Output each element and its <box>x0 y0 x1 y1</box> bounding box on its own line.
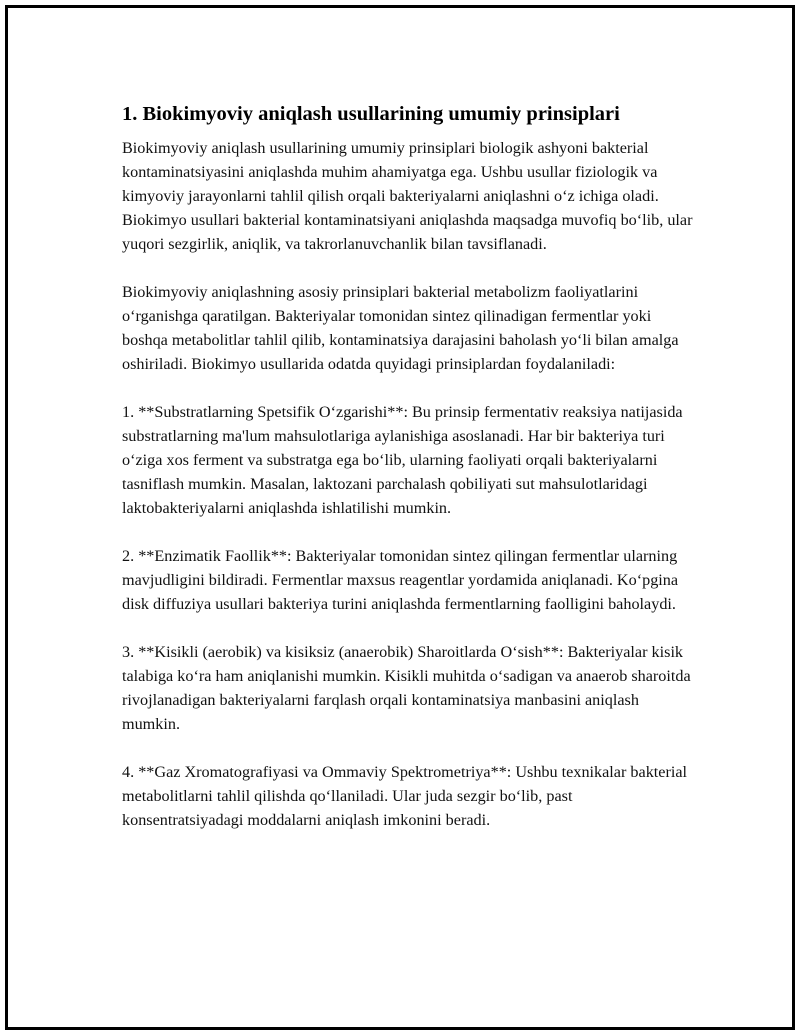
paragraph-item-3: 3. **Kisikli (aerobik) va kisiksiz (anaerobik) Sharoitlarda O‘sish**: Bakteriyalar kisik talabiga ko‘ra ham aniqlanishi mumkin. Kisikli muhitda o‘sadigan va anaerob sharoitda rivojlanadigan bakteriyalarni farqlash orqali kontaminatsiya manbasini aniqlash mumkin. <box>122 643 691 733</box>
paragraph-item-4: 4. **Gaz Xromatografiyasi va Ommaviy Spektrometriya**: Ushbu texnikalar bakterial metabolitlarni tahlil qilishda qo‘llaniladi. Ular juda sezgir bo‘lib, past konsentratsiyadagi moddalarni aniqlash imkonini beradi. <box>122 763 688 829</box>
document-body <box>122 101 694 856</box>
paragraph-item-2: 2. **Enzimatik Faollik**: Bakteriyalar tomonidan sintez qilingan fermentlar ularning mavjudligini bildiradi. Fermentlar maxsus reagentlar yordamida aniqlanadi. Ko‘pgina disk diffuziya usullari bakteriya turini aniqlashda fermentlarning faolligini baholaydi. <box>122 547 679 613</box>
page-border <box>5 5 795 1030</box>
paragraph-principles: Biokimyoviy aniqlashning asosiy prinsiplari bakterial metabolizm faoliyatlarini o‘rganishga qaratilgan. Bakteriyalar tomonidan sintez qilinadigan fermentlar yoki boshqa metabolitlar tahlil qilib, kontaminatsiya darajasini baholash yo‘li bilan amalga oshiriladi. Biokimyo usullarida odatda quyidagi prinsiplardan foydalaniladi: <box>122 283 679 373</box>
section-heading: 1. Biokimyoviy aniqlash usullarining umumiy prinsiplari <box>122 103 620 125</box>
paragraph-item-1: 1. **Substratlarning Spetsifik O‘zgarishi**: Bu prinsip fermentativ reaksiya natijasida substratlarning ma'lum mahsulotlariga aylanishiga asoslanadi. Har bir bakteriya turi o‘ziga xos ferment va substratga ega bo‘lib, ularning faoliyati orqali bakteriyalarni tasniflash mumkin. Masalan, laktozani parchalash qobiliyati sut mahsulotlaridagi laktobakteriyalarni aniqlashda ishlatilishi mumkin. <box>122 403 683 517</box>
paragraph-intro: Biokimyoviy aniqlash usullarining umumiy prinsiplari biologik ashyoni bakterial kontaminatsiyasini aniqlashda muhim ahamiyatga ega. Ushbu usullar fiziologik va kimyoviy jarayonlarni tahlil qilish orqali bakteriyalarni aniqlashni o‘z ichiga oladi. Biokimyo usullari bakterial kontaminatsiyani aniqlashda maqsadga muvofiq bo‘lib, ular yuqori sezgirlik, aniqlik, va takrorlanuvchanlik bilan tavsiflanadi. <box>122 139 693 253</box>
